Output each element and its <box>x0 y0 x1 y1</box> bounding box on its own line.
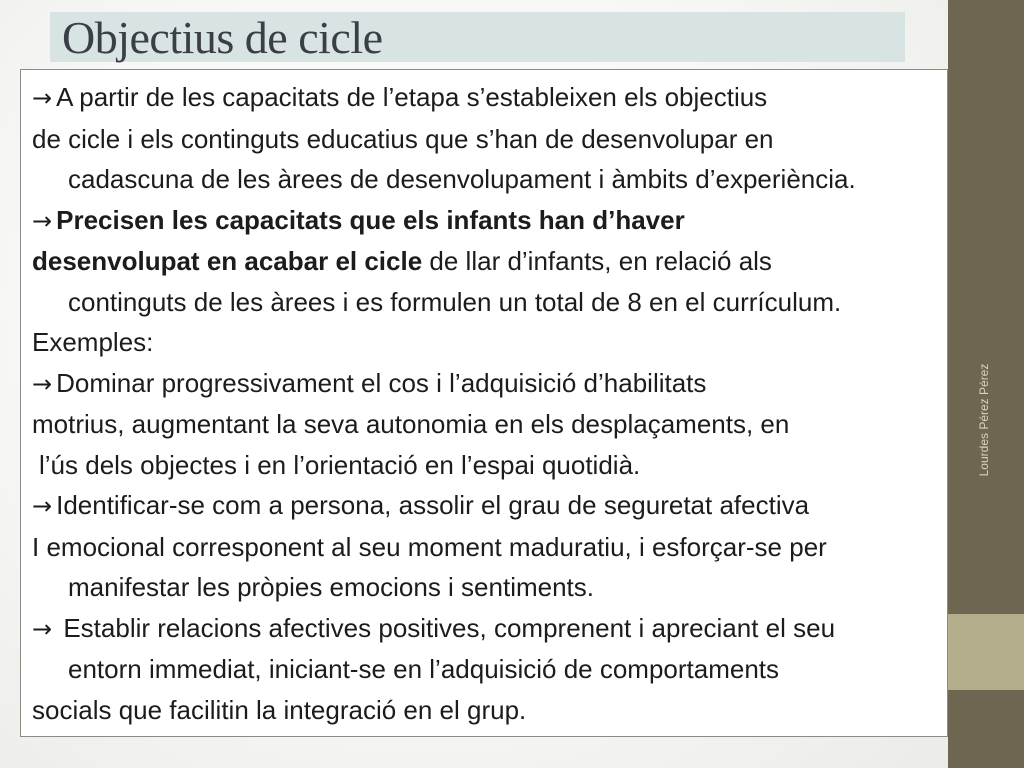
text-line: cadascuna de les àrees de desenvolupament i àmbits d’experiència. <box>68 164 856 194</box>
text-line: de cicle i els continguts educatius que s’han de desenvolupar en <box>32 123 774 154</box>
text-line: manifestar les pròpies emocions i sentiments. <box>68 572 595 602</box>
text-line: I emocional corresponent al seu moment maduratiu, i esforçar-se per <box>32 531 827 562</box>
text-line: motrius, augmentant la seva autonomia en els desplaçaments, en <box>32 409 790 439</box>
body-text <box>32 77 1007 730</box>
text-line: → Establir relacions afectives positives, comprenent i apreciant el seu <box>32 612 836 643</box>
text-line: → Precisen les capacitats que els infants han d’haver <box>32 204 685 235</box>
side-accent-block <box>948 614 1024 690</box>
text-line: socials que facilitin la integració en el grup. <box>32 694 527 725</box>
text-line: → Identificar-se com a persona, assolir el grau de seguretat afectiva <box>32 490 810 520</box>
arrow-icon: → <box>32 84 53 112</box>
text-line: continguts de les àrees i es formulen un total de 8 en el currículum. <box>68 286 842 317</box>
author-credit: Lourdes Pérez Pérez <box>977 363 991 477</box>
arrow-icon: → <box>32 492 53 520</box>
text-line: desenvolupat en acabar el cicle de llar d’infants, en relació als <box>32 246 772 276</box>
arrow-icon: → <box>32 369 53 398</box>
text-line: → Dominar progressivament el cos i l’adquisició d’habilitats <box>32 367 707 398</box>
text-line: entorn immediat, iniciant-se en l’adquisició de comportaments <box>68 654 780 684</box>
text-line: Exemples: <box>32 327 154 357</box>
text-line: → A partir de les capacitats de l’etapa s’estableixen els objectius <box>32 82 768 112</box>
slide-title: Objectius de cicle <box>62 12 383 63</box>
text-line: l’ús dels objectes i en l’orientació en l’espai quotidià. <box>39 449 641 480</box>
arrow-icon: → <box>32 206 53 235</box>
arrow-icon: → <box>32 614 53 643</box>
